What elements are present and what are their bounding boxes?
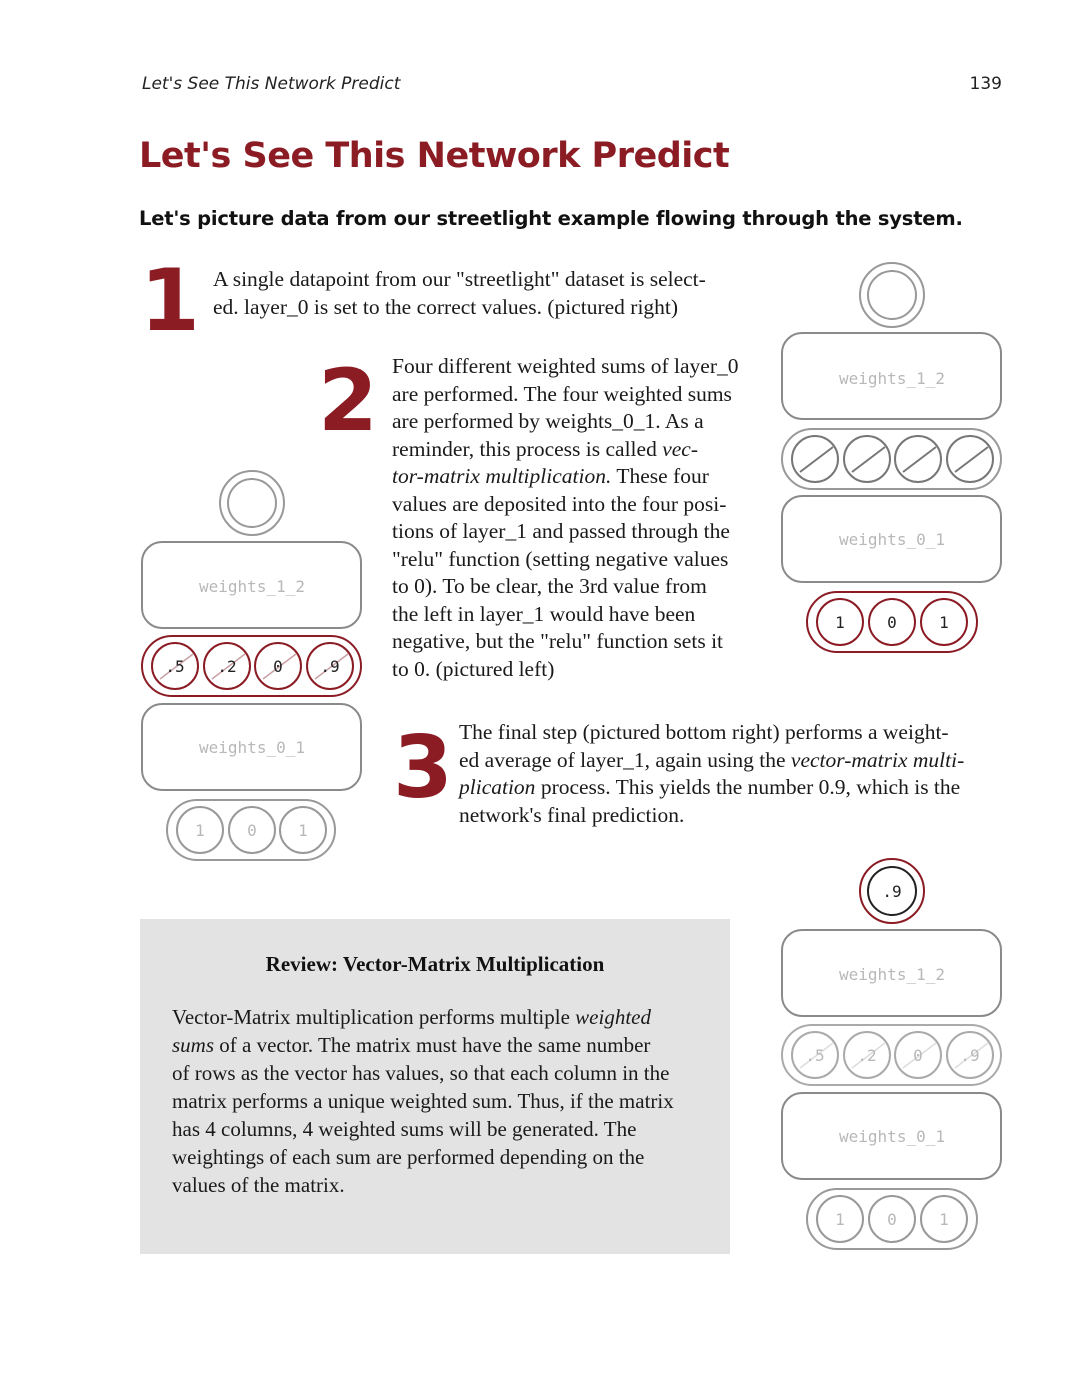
step-2-number: 2 — [318, 351, 378, 451]
text-line — [459, 747, 1019, 775]
network-diagram-step-3 — [778, 857, 1006, 1255]
layer-1-value: 0 — [913, 1046, 923, 1065]
text-segment: process. This yields the number 0.9, which is the — [535, 775, 961, 799]
text-segment: of a vector. The matrix must have the same number — [214, 1033, 651, 1057]
weights-1-2-label: weights_1_2 — [839, 369, 945, 388]
text-segment: sums — [172, 1033, 215, 1057]
text-line: The final step (pictured bottom right) performs a weight- — [459, 720, 949, 744]
text-segment: plication — [459, 775, 536, 799]
text-line — [459, 774, 1019, 802]
layer-1 — [782, 1025, 1001, 1085]
text-line: are performed. The four weighted sums — [392, 381, 732, 406]
layer-0-value: 1 — [298, 821, 308, 840]
text-segment: vector-matrix multi- — [790, 747, 965, 772]
text-segment: ed average of layer_1, again using the — [459, 747, 791, 772]
layer-1-value: .9 — [320, 657, 340, 676]
text-line — [392, 436, 782, 464]
layer-1-value: 0 — [273, 657, 283, 676]
page-number: 139 — [969, 74, 1002, 94]
text-segment: Vector-Matrix multiplication performs multiple — [172, 1005, 576, 1029]
text-line: has 4 columns, 4 weighted sums will be generated. The — [172, 1117, 637, 1141]
weights-1-2-label: weights_1_2 — [199, 577, 305, 596]
output-node — [860, 859, 924, 923]
text-segment: tor-matrix multiplication. — [392, 464, 612, 488]
layer-1-value: .5 — [165, 657, 185, 676]
text-line: to 0. (pictured left) — [392, 656, 555, 681]
layer-0 — [167, 800, 335, 860]
text-line: network's final prediction. — [459, 802, 685, 827]
layer-1-node — [895, 436, 941, 482]
weights-0-1-label: weights_0_1 — [199, 738, 305, 757]
text-line — [172, 1031, 712, 1059]
review-body — [172, 1003, 712, 1199]
layer-1 — [142, 636, 361, 696]
layer-1-node — [844, 436, 890, 482]
text-line: tions of layer_1 and passed through the — [392, 519, 730, 543]
layer-0-value: 1 — [939, 1210, 949, 1229]
step-1-text — [213, 266, 773, 321]
step-2-text — [392, 353, 782, 683]
text-segment: reminder, this process is called — [392, 436, 663, 461]
output-value: .9 — [882, 882, 902, 901]
layer-1 — [782, 429, 1001, 489]
text-line: negative, but the "relu" function sets it — [392, 629, 724, 653]
text-line: values are deposited into the four posi- — [392, 491, 727, 516]
layer-0-value: 0 — [247, 821, 257, 840]
output-node — [220, 471, 284, 535]
step-1-number: 1 — [140, 251, 200, 351]
weights-1-2-label: weights_1_2 — [839, 965, 945, 984]
weights-0-1-label: weights_0_1 — [839, 530, 945, 549]
weights-0-1-label: weights_0_1 — [839, 1127, 945, 1146]
layer-1-node — [947, 436, 993, 482]
review-title: Review: Vector-Matrix Multiplication — [265, 952, 605, 976]
layer-0-value: 1 — [835, 613, 845, 632]
layer-1-value: .2 — [217, 657, 237, 676]
text-line: are performed by weights_0_1. As a — [392, 409, 704, 433]
page-title: Let's See This Network Predict — [139, 136, 730, 176]
text-line: to 0). To be clear, the 3rd value from — [392, 574, 707, 598]
layer-0-value: 1 — [835, 1210, 845, 1229]
text-line: values of the matrix. — [172, 1173, 345, 1197]
step-3-number: 3 — [393, 718, 453, 818]
text-segment: These four — [611, 464, 709, 488]
text-segment: weighted — [575, 1005, 651, 1029]
layer-1-value: .2 — [857, 1046, 877, 1065]
layer-0 — [807, 1189, 977, 1249]
text-line: A single datapoint from our "streetlight" dataset is select- — [213, 267, 706, 291]
layer-1-value: .5 — [805, 1046, 825, 1065]
output-node — [860, 263, 924, 327]
text-line: ed. layer_0 is set to the correct values. (pictured right) — [213, 294, 679, 319]
layer-0 — [807, 592, 977, 652]
network-diagram-step-2 — [138, 470, 366, 865]
text-line: the left in layer_1 would have been — [392, 601, 696, 626]
text-segment: vec- — [662, 436, 698, 461]
step-3-text — [459, 719, 1019, 829]
layer-0-value: 0 — [887, 1210, 897, 1229]
layer-0-value: 1 — [939, 613, 949, 632]
text-line: matrix performs a unique weighted sum. Thus, if the matrix — [172, 1089, 674, 1113]
running-head: Let's See This Network Predict — [142, 74, 401, 94]
layer-1-node — [792, 436, 838, 482]
text-line — [392, 463, 782, 491]
layer-0-value: 1 — [195, 821, 205, 840]
text-line: "relu" function (setting negative values — [392, 546, 729, 571]
text-line — [172, 1003, 712, 1031]
review-box — [140, 919, 730, 1254]
network-diagram-step-1 — [778, 260, 1006, 660]
layer-0-value: 0 — [887, 613, 897, 632]
text-line: of rows as the vector has values, so that each column in the — [172, 1061, 670, 1085]
text-line: Four different weighted sums of layer_0 — [392, 354, 739, 378]
text-line: weightings of each sum are performed depending on the — [172, 1145, 645, 1169]
page-subtitle: Let's picture data from our streetlight example flowing through the system. — [139, 207, 963, 230]
layer-1-value: .9 — [960, 1046, 980, 1065]
